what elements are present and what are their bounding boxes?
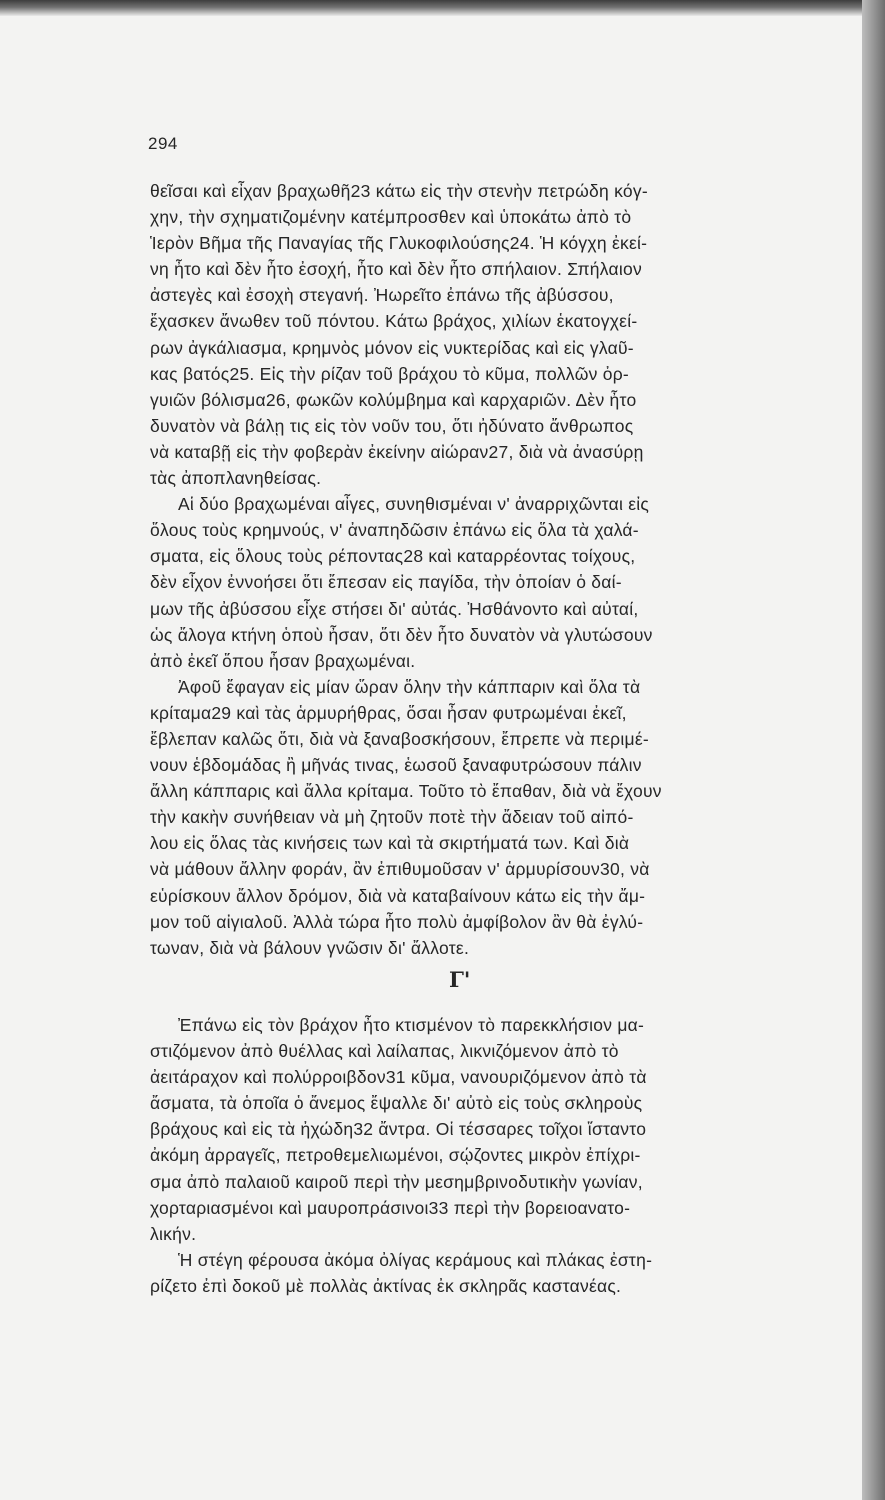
text-line: ἀστεγὲς καὶ ἐσοχὴ στεγανή. Ἠωρεῖτο ἐπάνω τῆς ἀβύσσου, [150,285,614,306]
text-line: ἔχασκεν ἄνωθεν τοῦ πόντου. Κάτω βράχος, χιλίων ἑκατογχεί- [150,311,638,332]
text-line: χορταριασμένοι καὶ μαυροπράσινοι33 περὶ τὴν βορειοανατο- [150,1197,631,1218]
text-line: ὡς ἄλογα κτήνη ὁποὺ ἦσαν, ὅτι δὲν ἦτο δυνατὸν νὰ γλυτώσουν [150,624,653,645]
text-line: ἀπὸ ἐκεῖ ὅπου ἦσαν βραχωμέναι. [150,650,416,671]
text-line: εὑρίσκουν ἄλλον δρόμον, διὰ νὰ καταβαίνουν κάτω εἰς τὴν ἄμ- [150,885,646,906]
page-number: 294 [148,134,178,153]
text-line: ρίζετο ἐπὶ δοκοῦ μὲ πολλὰς ἀκτίνας ἐκ σκληρᾶς καστανέας. [150,1275,622,1296]
text-line: Αἱ δύο βραχωμέναι αἶγες, συνηθισμέναι ν' ἀναρριχῶνται εἰς [178,494,650,515]
text-line: γυιῶν βόλισμα26, φωκῶν κολύμβημα καὶ καρχαριῶν. Δὲν ἦτο [150,389,637,410]
section-heading: Γ' [449,967,471,992]
text-line: ἔβλεπαν καλῶς ὅτι, διὰ νὰ ξαναβοσκήσουν, ἔπρεπε νὰ περιμέ- [150,728,649,749]
body-text-block-2 [150,1012,792,1299]
text-line: νὰ καταβῇ εἰς τὴν φοβερὰν ἐκείνην αἰώραν27, διὰ νὰ ἀνασύρῃ [150,441,644,462]
text-line: ἄλλη κάππαρις καὶ ἄλλα κρίταμα. Τοῦτο τὸ ἔπαθαν, διὰ νὰ ἔχουν [150,781,662,802]
text-line: Ἱερὸν Βῆμα τῆς Παναγίας τῆς Γλυκοφιλούσης24. Ἡ κόγχη ἐκεί- [150,233,648,254]
text-line: τωναν, διὰ νὰ βάλουν γνῶσιν δι' ἄλλοτε. [150,937,470,958]
text-line: κας βατός25. Εἰς τὴν ρίζαν τοῦ βράχου τὸ κῦμα, πολλῶν ὀρ- [150,363,629,384]
text-line: δυνατὸν νὰ βάλῃ τις εἰς τὸν νοῦν του, ὅτι ἠδύνατο ἄνθρωπος [150,415,634,436]
text-line: νὰ μάθουν ἄλλην φοράν, ἂν ἐπιθυμοῦσαν ν' ἁρμυρίσουν30, νὰ [150,859,650,880]
text-line: τὴν κακὴν συνήθειαν νὰ μὴ ζητοῦν ποτὲ τὴν ἄδειαν τοῦ αἰπό- [150,807,634,828]
text-line: σμα ἀπὸ παλαιοῦ καιροῦ περὶ τὴν μεσημβρινοδυτικὴν γωνίαν, [150,1171,643,1192]
text-line: νουν ἑβδομάδας ἢ μῆνάς τινας, ἑωσοῦ ξαναφυτρώσουν πάλιν [150,755,642,776]
text-line: μον τοῦ αἰγιαλοῦ. Ἀλλὰ τώρα ἦτο πολὺ ἀμφίβολον ἂν θὰ ἐγλύ- [150,911,644,932]
text-line: σματα, εἰς ὅλους τοὺς ρέποντας28 καὶ καταρρέοντας τοίχους, [150,546,636,567]
text-line: κρίταμα29 καὶ τὰς ἁρμυρήθρας, ὅσαι ἦσαν φυτρωμέναι ἐκεῖ, [150,702,627,723]
text-line: ὅλους τοὺς κρημνούς, ν' ἀναπηδῶσιν ἐπάνω εἰς ὅλα τὰ χαλά- [150,520,639,541]
text-line: λου εἰς ὅλας τὰς κινήσεις των καὶ τὰ σκιρτήματά των. Καὶ διὰ [150,833,630,854]
text-line: Ἀφοῦ ἔφαγαν εἰς μίαν ὥραν ὅλην τὴν κάππαριν καὶ ὅλα τὰ [178,676,641,697]
scan-top-edge [0,0,885,16]
text-line: νη ἦτο καὶ δὲν ἦτο ἐσοχή, ἦτο καὶ δὲν ἦτο σπήλαιον. Σπήλαιον [150,259,643,280]
text-line: ἀειτάραχον καὶ πολύρροιβδον31 κῦμα, νανουριζόμενον ἀπὸ τὰ [150,1067,647,1088]
text-line: θεῖσαι καὶ εἶχαν βραχωθῆ23 κάτω εἰς τὴν στενὴν πετρώδη κόγ- [150,181,648,201]
text-line: ἄσματα, τὰ ὁποῖα ὁ ἄνεμος ἔψαλλε δι' αὐτὸ εἰς τοὺς σκληροὺς [150,1093,643,1114]
text-line: τὰς ἀποπλανηθείσας. [150,468,322,489]
text-line: μων τῆς ἀβύσσου εἶχε στήσει δι' αὐτάς. Ἠσθάνοντο καὶ αὐταί, [150,598,639,619]
text-line: ρων ἀγκάλιασμα, κρημνὸς μόνον εἰς νυκτερίδας καὶ εἰς γλαῦ- [150,337,634,358]
text-line: στιζόμενον ἀπὸ θυέλλας καὶ λαίλαπας, λικνιζόμενον ἀπὸ τὸ [150,1041,619,1062]
text-line: δὲν εἶχον ἐννοήσει ὅτι ἔπεσαν εἰς παγίδα, τὴν ὁποίαν ὁ δαί- [150,572,622,593]
body-text-block-1 [150,178,792,961]
text-line: χην, τὴν σχηματιζομένην κατέμπροσθεν καὶ ὑποκάτω ἀπὸ τὸ [150,207,632,228]
text-line: λικήν. [150,1223,197,1244]
scan-right-edge [862,0,885,1500]
text-line: ἀκόμη ἀρραγεῖς, πετροθεμελιωμένοι, σῴζοντες μικρὸν ἐπίχρι- [150,1145,641,1166]
text-line: Ἐπάνω εἰς τὸν βράχον ἦτο κτισμένον τὸ παρεκκλήσιον μα- [178,1015,645,1035]
text-line: Ἡ στέγη φέρουσα ἀκόμα ὀλίγας κεράμους καὶ πλάκας ἐστη- [178,1249,653,1270]
text-line: βράχους καὶ εἰς τὰ ἠχώδη32 ἄντρα. Οἱ τέσσαρες τοῖχοι ἵσταντο [150,1119,647,1140]
